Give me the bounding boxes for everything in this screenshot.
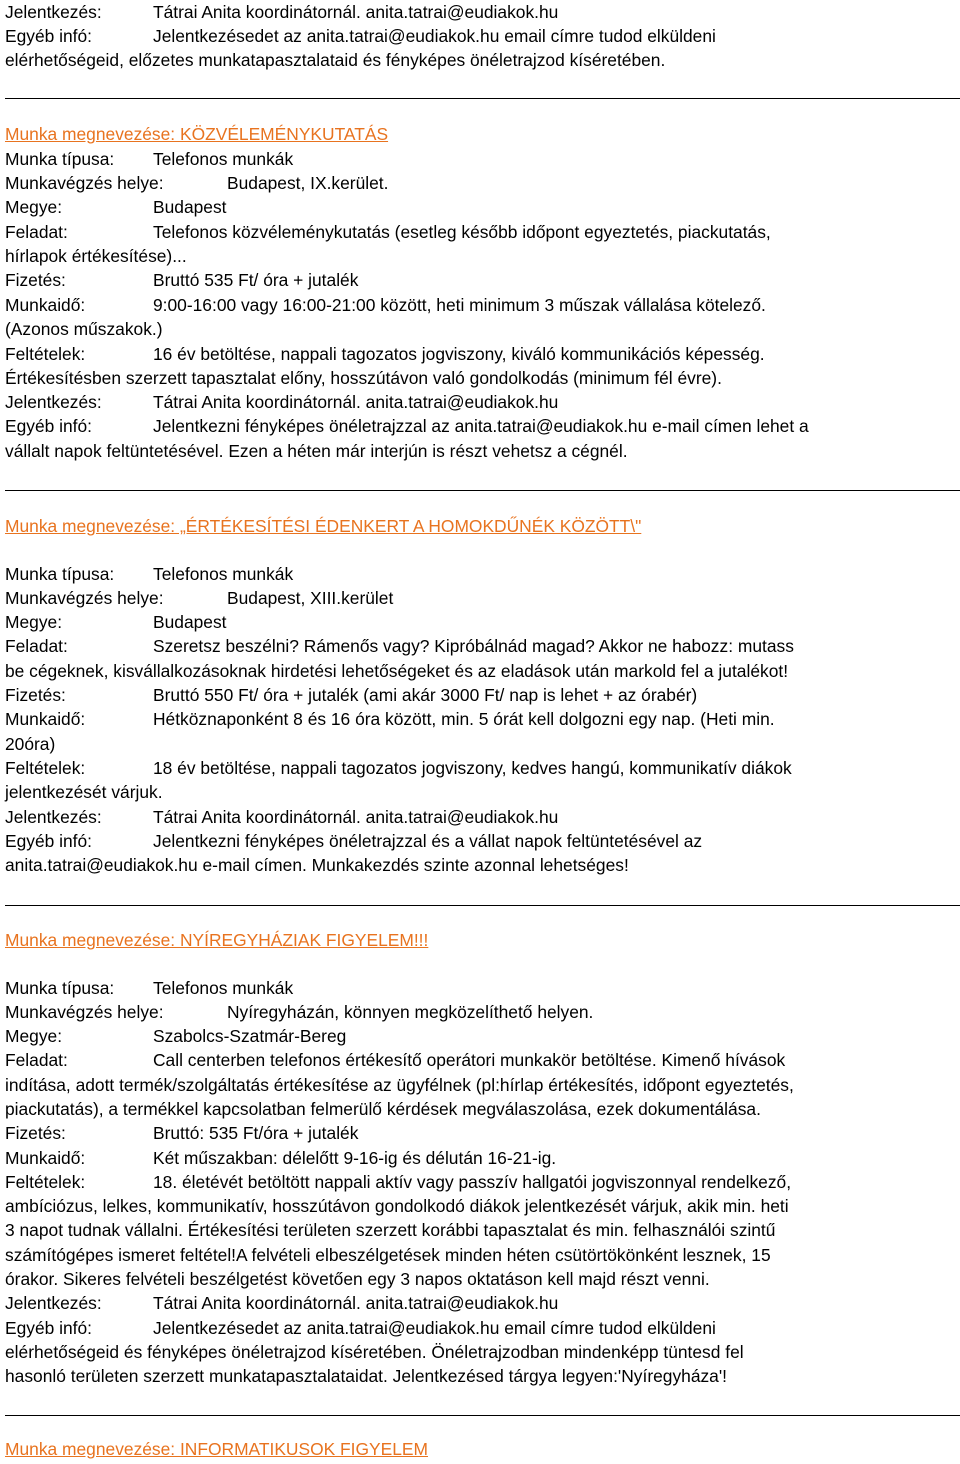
- job-title: Munka megnevezése: NYÍREGYHÁZIAK FIGYELEM!!!: [5, 930, 429, 950]
- job1-egyeb-2: vállalt napok feltüntetésével. Ezen a héten már interjún is részt vehetsz a cégnél.: [5, 441, 628, 461]
- field-label: Feltételek:: [5, 344, 86, 364]
- field-label: Munkaidő:: [5, 1148, 86, 1168]
- field-value: Budapest, XIII.kerület: [227, 588, 394, 608]
- job1-megye: [5, 195, 227, 219]
- section-divider: [5, 98, 960, 99]
- field-value: 16 év betöltése, nappali tagozatos jogviszony, kiváló kommunikációs képesség.: [153, 344, 765, 364]
- field-label: Munka típusa:: [5, 978, 115, 998]
- job3-feladat-3: piackutatás), a termékkel kapcsolatban felmerülő kérdések megválaszolása, ezek dokumentálása.: [5, 1099, 761, 1119]
- field-value: Két műszakban: délelőtt 9-16-ig és délután 16-21-ig.: [153, 1148, 557, 1168]
- top-egyeb-line: [5, 24, 716, 48]
- field-value: Hétköznaponként 8 és 16 óra között, min. 5 órát kell dolgozni egy nap. (Heti min.: [153, 709, 775, 729]
- field-value: Telefonos munkák: [153, 564, 294, 584]
- field-value: Tátrai Anita koordinátornál. anita.tatrai@eudiakok.hu: [153, 1293, 559, 1313]
- job1-feltetelek: [5, 342, 765, 366]
- field-label: Munka típusa:: [5, 149, 115, 169]
- job3-jelentkezes: [5, 1291, 558, 1315]
- section-divider: [5, 905, 960, 906]
- job3-munkaido: [5, 1146, 556, 1170]
- top-egyeb-line-2: elérhetőségeid, előzetes munkatapasztalataid és fényképes önéletrajzod kíséretében.: [5, 50, 666, 70]
- field-value: Jelentkezni fényképes önéletrajzzal és a vállat napok feltüntetésével az: [153, 831, 703, 851]
- section-divider: [5, 1415, 960, 1416]
- job3-tipus: [5, 976, 293, 1000]
- field-label: Egyéb infó:: [5, 831, 93, 851]
- field-label: Fizetés:: [5, 270, 66, 290]
- field-value: Szeretsz beszélni? Rámenős vagy? Kipróbálnád magad? Akkor ne habozz: mutass: [153, 636, 794, 656]
- field-label: Jelentkezés:: [5, 2, 102, 22]
- job2-jelentkezes: [5, 805, 558, 829]
- field-label: Jelentkezés:: [5, 1293, 102, 1313]
- field-value: Tátrai Anita koordinátornál. anita.tatrai@eudiakok.hu: [153, 807, 559, 827]
- job-title: Munka megnevezése: „ÉRTÉKESÍTÉSI ÉDENKERT A HOMOKDŰNÉK KÖZÖTT\": [5, 516, 642, 536]
- job1-tipus: [5, 147, 293, 171]
- job1-feladat: [5, 220, 771, 244]
- field-label: Munkavégzés helye:: [5, 173, 164, 193]
- job2-tipus: [5, 562, 293, 586]
- job2-megye: [5, 610, 227, 634]
- field-label: Megye:: [5, 1026, 63, 1046]
- field-value: Bruttó 550 Ft/ óra + jutalék (ami akár 3000 Ft/ nap is lehet + az órabér): [153, 685, 698, 705]
- job3-feltetelek: [5, 1170, 791, 1194]
- field-value: 9:00-16:00 vagy 16:00-21:00 között, heti minimum 3 műszak vállalása kötelező.: [153, 295, 766, 315]
- job2-feltetelek: [5, 756, 792, 780]
- job2-feladat: [5, 634, 794, 658]
- field-label: Fizetés:: [5, 685, 66, 705]
- field-label: Munkavégzés helye:: [5, 1002, 164, 1022]
- job-title: Munka megnevezése: INFORMATIKUSOK FIGYELEM: [5, 1439, 428, 1459]
- field-value: Telefonos közvéleménykutatás (esetleg később időpont egyeztetés, piackutatás,: [153, 222, 771, 242]
- section-divider: [5, 490, 960, 491]
- field-label: Jelentkezés:: [5, 807, 102, 827]
- job3-hely: [5, 1000, 593, 1024]
- field-value: Jelentkezésedet az anita.tatrai@eudiakok.hu email címre tudod elküldeni: [153, 26, 716, 46]
- job3-egyeb-3: hasonló területen szerzett munkatapasztalataidat. Jelentkezésed tárgya legyen:'Nyíregyháza'!: [5, 1366, 728, 1386]
- job1-fizetes: [5, 268, 358, 292]
- job2-feltetelek-2: jelentkezését várjuk.: [5, 782, 163, 802]
- field-value: 18. életévét betöltött nappali aktív vagy passzív hallgatói jogviszonnyal rendelkező,: [153, 1172, 792, 1192]
- field-label: Feladat:: [5, 222, 68, 242]
- field-label: Feladat:: [5, 1050, 68, 1070]
- job3-egyeb: [5, 1316, 716, 1340]
- field-value: Budapest: [153, 612, 227, 632]
- field-label: Megye:: [5, 612, 63, 632]
- job2-egyeb-2: anita.tatrai@eudiakok.hu e-mail címen. Munkakezdés szinte azonnal lehetséges!: [5, 855, 629, 875]
- job3-megye: [5, 1024, 346, 1048]
- job3-egyeb-2: elérhetőségeid és fényképes önéletrajzod kíséretében. Önéletrajzodban mindenképp tüntesd fel: [5, 1342, 744, 1362]
- job2-munkaido: [5, 707, 775, 731]
- field-value: Telefonos munkák: [153, 149, 294, 169]
- field-label: Megye:: [5, 197, 63, 217]
- job3-feltetelek-3: 3 napot tudnak vállalni. Értékesítési területen szerzett korábbi tapasztalat és min. felhasználói szintű: [5, 1220, 776, 1240]
- field-label: Egyéb infó:: [5, 416, 93, 436]
- job1-feladat-2: hírlapok értékesítése)...: [5, 246, 187, 266]
- job1-feltetelek-2: Értékesítésben szerzett tapasztalat előny, hosszútávon való gondolkodás (minimum fél évre).: [5, 368, 722, 388]
- job1-munkaido-2: (Azonos műszakok.): [5, 319, 163, 339]
- job2-feladat-2: be cégeknek, kisvállalkozásoknak hirdetési lehetőségeket és az eladások után markold fel a jutalékot!: [5, 661, 789, 681]
- field-value: Call centerben telefonos értékesítő operátori munkakör betöltése. Kimenő hívások: [153, 1050, 786, 1070]
- field-label: Feladat:: [5, 636, 68, 656]
- job2-munkaido-2: 20óra): [5, 734, 56, 754]
- field-value: Budapest, IX.kerület.: [227, 173, 389, 193]
- field-label: Egyéb infó:: [5, 26, 93, 46]
- job1-egyeb: [5, 414, 809, 438]
- field-label: Munkavégzés helye:: [5, 588, 164, 608]
- job3-feltetelek-5: órakor. Sikeres felvételi beszélgetést követően egy 3 napos oktatáson kell majd részt venni.: [5, 1269, 710, 1289]
- field-value: Nyíregyházán, könnyen megközelíthető helyen.: [227, 1002, 594, 1022]
- field-value: 18 év betöltése, nappali tagozatos jogviszony, kedves hangú, kommunikatív diákok: [153, 758, 792, 778]
- job1-hely: [5, 171, 388, 195]
- field-label: Feltételek:: [5, 758, 86, 778]
- job2-egyeb: [5, 829, 702, 853]
- field-value: Tátrai Anita koordinátornál. anita.tatrai@eudiakok.hu: [153, 2, 559, 22]
- job3-feladat: [5, 1048, 785, 1072]
- field-label: Egyéb infó:: [5, 1318, 93, 1338]
- field-value: Budapest: [153, 197, 227, 217]
- field-label: Munka típusa:: [5, 564, 115, 584]
- job1-jelentkezes: [5, 390, 558, 414]
- job3-feltetelek-2: ambíciózus, lelkes, kommunikatív, hosszútávon gondolkodó diákok jelentkezését várjuk, akik min. heti: [5, 1196, 789, 1216]
- field-label: Feltételek:: [5, 1172, 86, 1192]
- field-value: Bruttó: 535 Ft/óra + jutalék: [153, 1123, 359, 1143]
- field-value: Tátrai Anita koordinátornál. anita.tatrai@eudiakok.hu: [153, 392, 559, 412]
- field-label: Jelentkezés:: [5, 392, 102, 412]
- field-label: Fizetés:: [5, 1123, 66, 1143]
- job2-fizetes: [5, 683, 697, 707]
- field-value: Bruttó 535 Ft/ óra + jutalék: [153, 270, 359, 290]
- job3-feladat-2: indítása, adott termék/szolgáltatás értékesítése az ügyfélnek (pl:hírlap értékesítés, időpont egyeztetés,: [5, 1075, 794, 1095]
- top-jelentkezes-line: [5, 0, 558, 24]
- field-value: Szabolcs-Szatmár-Bereg: [153, 1026, 347, 1046]
- job2-hely: [5, 586, 393, 610]
- field-value: Jelentkezni fényképes önéletrajzzal az anita.tatrai@eudiakok.hu e-mail címen lehet a: [153, 416, 809, 436]
- field-value: Jelentkezésedet az anita.tatrai@eudiakok.hu email címre tudod elküldeni: [153, 1318, 716, 1338]
- job3-fizetes: [5, 1121, 358, 1145]
- job1-munkaido: [5, 293, 766, 317]
- field-label: Munkaidő:: [5, 709, 86, 729]
- field-value: Telefonos munkák: [153, 978, 294, 998]
- field-label: Munkaidő:: [5, 295, 86, 315]
- job3-feltetelek-4: számítógépes ismeret feltétel!A felvételi elbeszélgetések minden héten csütörtökönként lesznek, 15: [5, 1245, 771, 1265]
- job-title: Munka megnevezése: KÖZVÉLEMÉNYKUTATÁS: [5, 124, 389, 144]
